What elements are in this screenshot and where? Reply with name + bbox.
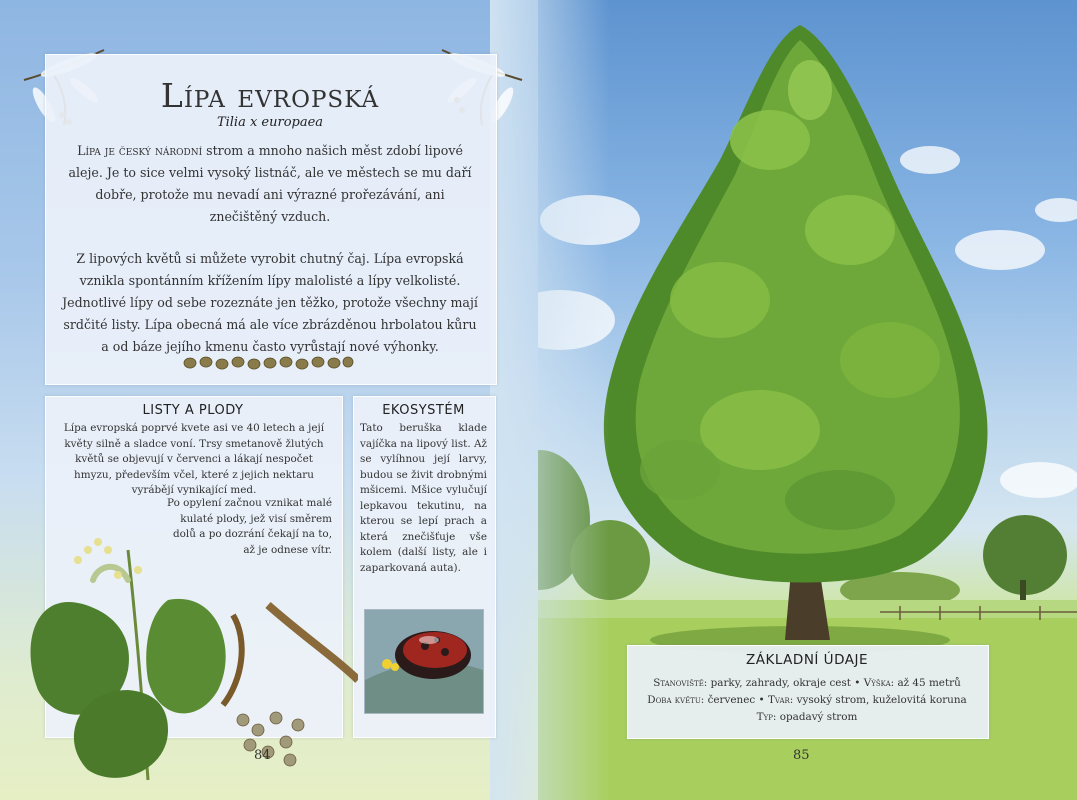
bloom-value: červenec xyxy=(704,694,756,706)
intro-paragraph-1-rest: strom a mnoho našich měst zdobí lipové aleje. Je to sice velmi vysoký listnáč, ale ve městech se mu daří dobře, protože mu nevadí ani výrazné prořezávání, ani znečištěný vzduch. xyxy=(68,143,472,224)
page-title: Lípa evropská xyxy=(160,76,380,115)
habitat-value: parky, zahrady, okraje cest xyxy=(707,677,851,689)
type-value: opadavý strom xyxy=(776,711,858,723)
tree-crown xyxy=(604,25,988,583)
ecosystem-title: EKOSYSTÉM xyxy=(382,403,465,418)
separator: • xyxy=(850,677,864,689)
height-label: Výška: xyxy=(863,677,895,689)
shape-value: vysoký strom, kuželovitá koruna xyxy=(793,694,967,706)
leaves-fruits-title: LISTY A PLODY xyxy=(142,403,244,418)
ecosystem-text: Tato beruška klade vajíčka na lipový list. Až se vylíhnou její larvy, budou se živit drobnými mšicemi. Mšice vylučují lepkavou tekutinu, na kterou se lepí prach a která znečišťuje vše kolem (další listy, ale i zaparkovaná auta). xyxy=(360,422,487,574)
habitat-label: Stanoviště: xyxy=(653,677,708,689)
latin-name: Tilia x europaea xyxy=(216,115,324,130)
intro-text xyxy=(60,140,480,378)
page-number-left: 84 xyxy=(254,748,271,763)
height-value: až 45 metrů xyxy=(894,677,961,689)
separator: • xyxy=(755,694,768,706)
intro-paragraph-1 xyxy=(60,140,480,228)
leaves-fruits-paragraph-2: Po opylení začnou vznikat malé kulaté plody, jež visí směrem dolů a po dozrání čekají na to, až je odnese vítr. xyxy=(167,497,332,556)
facts-line-habitat-height xyxy=(627,677,987,689)
facts-line-bloom-shape xyxy=(627,694,987,706)
intro-lead: Lípa je český národní xyxy=(77,143,203,158)
seed-row-illustration xyxy=(180,352,360,374)
type-label: Typ: xyxy=(756,711,777,723)
page-number-right: 85 xyxy=(793,748,810,763)
shape-label: Tvar: xyxy=(767,694,794,706)
bloom-label: Doba květu: xyxy=(647,694,705,706)
facts-line-type xyxy=(627,711,987,723)
ladybug-photo xyxy=(364,609,484,714)
linden-branch-illustration xyxy=(18,520,358,790)
basic-facts-title: ZÁKLADNÍ ÚDAJE xyxy=(746,652,868,668)
intro-paragraph-2: Z lipových květů si můžete vyrobit chutný čaj. Lípa evropská vznikla spontánním křížením lípy malolisté a lípy velkolisté. Jednotlivé lípy od sebe rozeznáte jen těžko, protože všechny mají srdčité listy. Lípa obecná má ale více zbrázděnou hrbolatou kůru a od báze jejího kmenu často vyrůstají nové výhonky. xyxy=(62,251,478,354)
leaves-fruits-paragraph-1: Lípa evropská poprvé kvete asi ve 40 letech a její květy silně a sladce voní. Trsy smetanově žlutých květů se objevují v červenci a lákají nespočet hmyzu, především včel, které z jejich nektaru vyrábějí vynikající med. xyxy=(63,422,325,496)
